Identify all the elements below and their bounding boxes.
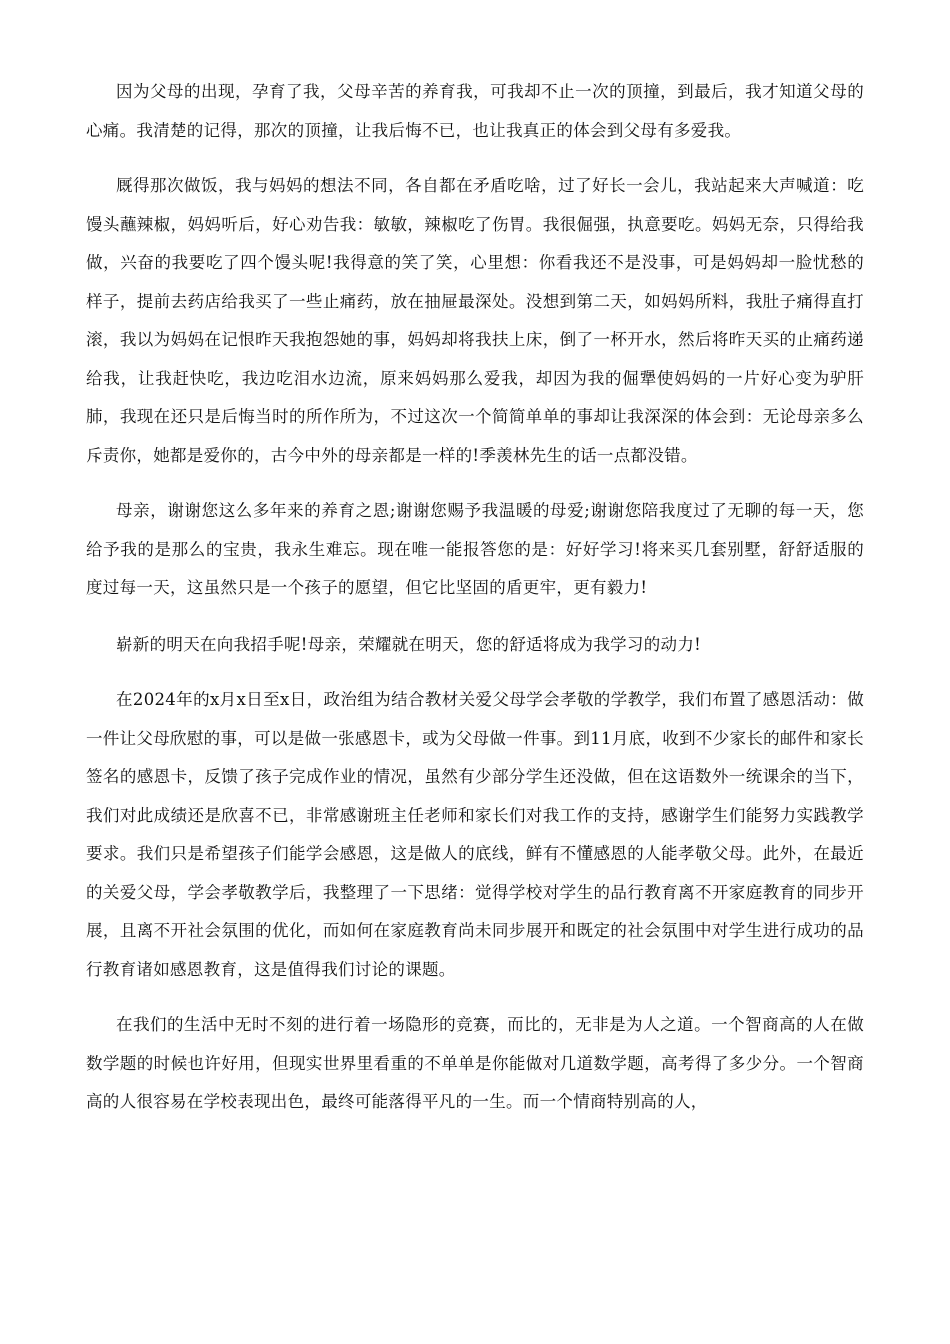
paragraph-bright-tomorrow: 崭新的明天在向我招手呢!母亲，荣耀就在明天，您的舒适将成为我学习的动力! [116, 634, 702, 654]
paragraph-emotional-intelligence: 在我们的生活中无时不刻的进行着一场隐形的竞赛，而比的，无非是为人之道。一个智商高的人在做数学题的时候也许好用，但现实世界里看重的不单单是你能做对几道数学题，高考得了多少分。一个智商高的人很容易在学校表现出色，最终可能落得平凡的一生。而一个情商特别高的人， [86, 1015, 864, 1111]
paragraph-thanks-mother: 母亲，谢谢您这么多年来的养育之恩;谢谢您赐予我温暖的母爱;谢谢您陪我度过了无聊的每一天，您给予我的是那么的宝贵，我永生难忘。现在唯一能报答您的是：好好学习!将来买几套别墅，舒舒适服的度过每一天，这虽然只是一个孩子的愿望，但它比坚固的盾更牢，更有毅力! [86, 501, 864, 597]
paragraph-parents-upbringing: 因为父母的出现，孕育了我，父母辛苦的养育我，可我却不止一次的顶撞，到最后，我才知道父母的心痛。我清楚的记得，那次的顶撞，让我后悔不已，也让我真正的体会到父母有多爱我。 [86, 82, 864, 140]
paragraph-chili-steamed-buns-story: 厩得那次做饭，我与妈妈的想法不同，各自都在矛盾吃啥，过了好长一会儿，我站起来大声喊道：吃馒头蘸辣椒，妈妈听后，好心劝告我：敏敏，辣椒吃了伤胃。我很倔强，执意要吃。妈妈无奈，只得给我做，兴奋的我要吃了四个馒头呢!我得意的笑了笑，心里想：你看我还不是没事，可是妈妈却一脸忧愁的样子，提前去药店给我买了一些止痛药，放在抽屉最深处。没想到第二天，如妈妈所料，我肚子痛得直打滚，我以为妈妈在记恨昨天我抱怨她的事，妈妈却将我扶上床，倒了一杯开水，然后将昨天买的止痛药递给我，让我赶快吃，我边吃泪水边流，原来妈妈那么爱我，却因为我的倔犟使妈妈的一片好心变为驴肝肺，我现在还只是后悔当时的所作所为，不过这次一个简简单单的事却让我深深的体会到：无论母亲多么斥责你，她都是爱你的，古今中外的母亲都是一样的!季羡林先生的话一点都没错。 [86, 176, 864, 465]
document-body [86, 73, 864, 1122]
paragraph-gratitude-activity-report: 在2024年的x月x日至x日，政治组为结合教材关爱父母学会孝敬的学教学，我们布置了感恩活动：做一件让父母欣慰的事，可以是做一张感恩卡，或为父母做一件事。到11月底，收到不少家长的邮件和家长签名的感恩卡，反馈了孩子完成作业的情况，虽然有少部分学生还没做，但在这语数外一统课余的当下，我们对此成绩还是欣喜不已，非常感谢班主任老师和家长们对我工作的支持，感谢学生们能努力实践教学要求。我们只是希望孩子们能学会感恩，这是做人的底线，鲜有不懂感恩的人能孝敬父母。此外，在最近的关爱父母，学会孝敬教学后，我整理了一下思绪：觉得学校对学生的品行教育离不开家庭教育的同步开展，且离不开社会氛围的优化，而如何在家庭教育尚未同步展开和既定的社会氛围中对学生进行成功的品行教育诸如感恩教育，这是值得我们讨论的课题。 [86, 690, 864, 979]
